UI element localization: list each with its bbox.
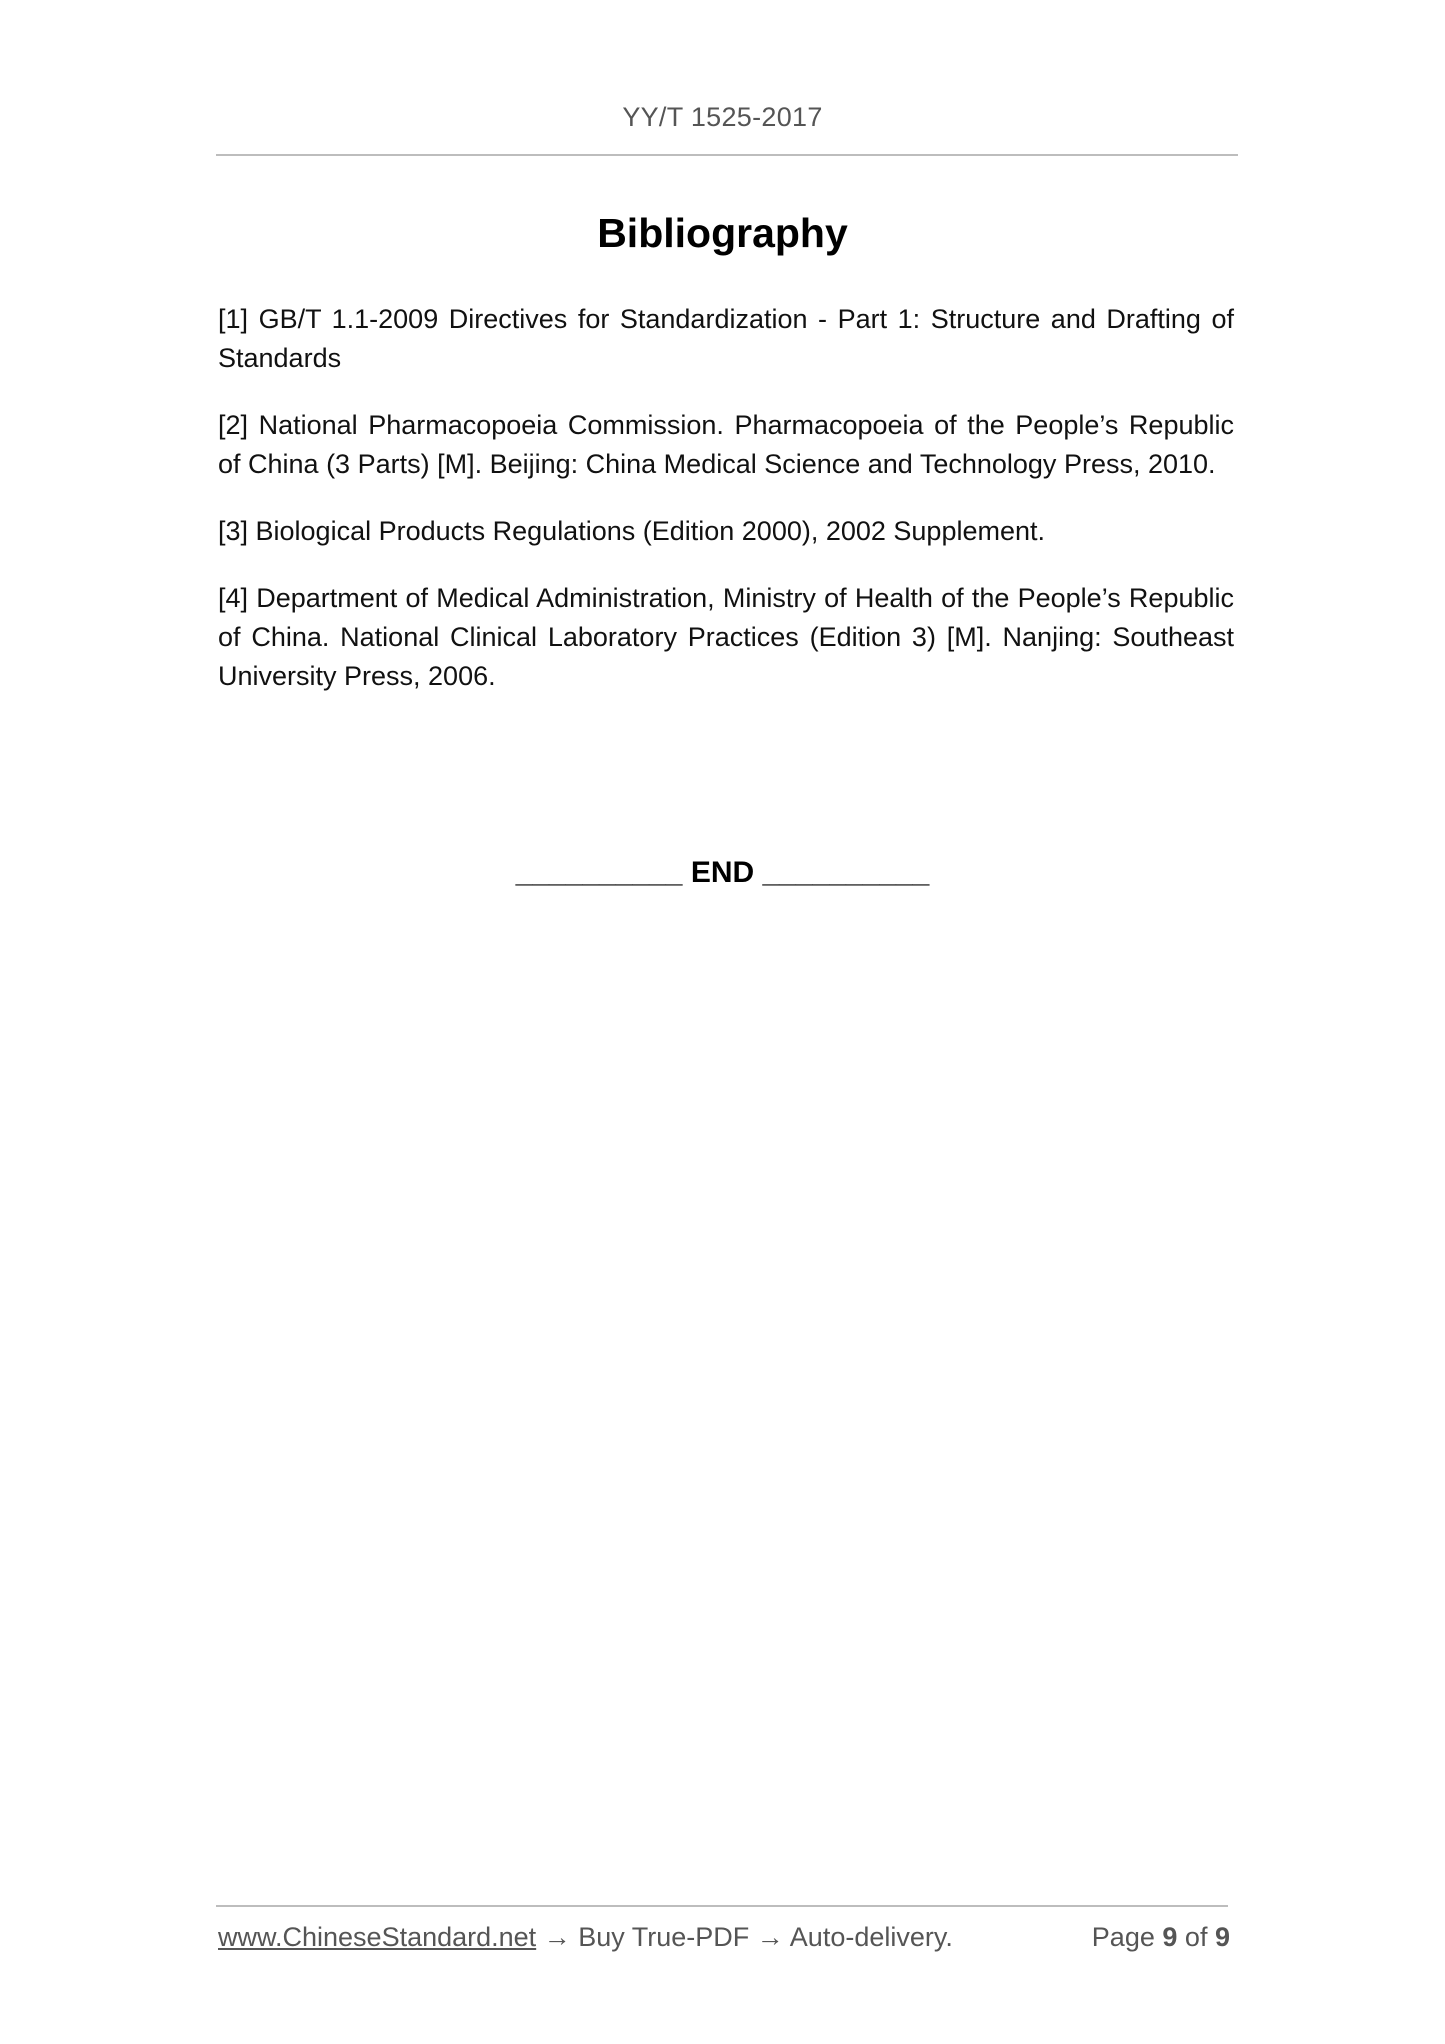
auto-delivery-text: Auto-delivery. [789,1922,953,1952]
page-label: Page [1091,1922,1155,1952]
footer-promo [218,1922,953,1953]
arrow-right-icon: → [756,1922,784,1952]
of-label: of [1184,1922,1208,1952]
page-current: 9 [1162,1922,1178,1952]
website-link[interactable]: www.ChineseStandard.net [218,1922,537,1952]
footer-divider [216,1905,1228,1907]
reference-list [218,300,1234,724]
page-title: Bibliography [597,210,848,256]
standard-code-header: YY/T 1525-2017 [622,102,823,132]
reference-item-3: [3] Biological Products Regulations (Edition 2000), 2002 Supplement. [218,516,1046,546]
reference-item-4: [4] Department of Medical Administration, Ministry of Health of the People’s Republic of China. National Clinical Laboratory Practices (Edition 3) [M]. Nanjing: Southeast University Press, 2006. [218,583,1234,691]
page-total: 9 [1214,1922,1230,1952]
header-divider [216,154,1238,156]
page-number [1092,1922,1230,1953]
reference-item-2: [2] National Pharmacopoeia Commission. Pharmacopoeia of the People’s Republic of China (3 Parts) [M]. Beijing: China Medical Science and Technology Press, 2010. [218,410,1234,479]
reference-item-1: [1] GB/T 1.1-2009 Directives for Standardization - Part 1: Structure and Drafting of Standards [218,304,1234,373]
arrow-right-icon: → [543,1922,571,1952]
buy-true-pdf-text: Buy True-PDF [578,1922,750,1952]
end-marker: __________ END __________ [515,856,930,889]
